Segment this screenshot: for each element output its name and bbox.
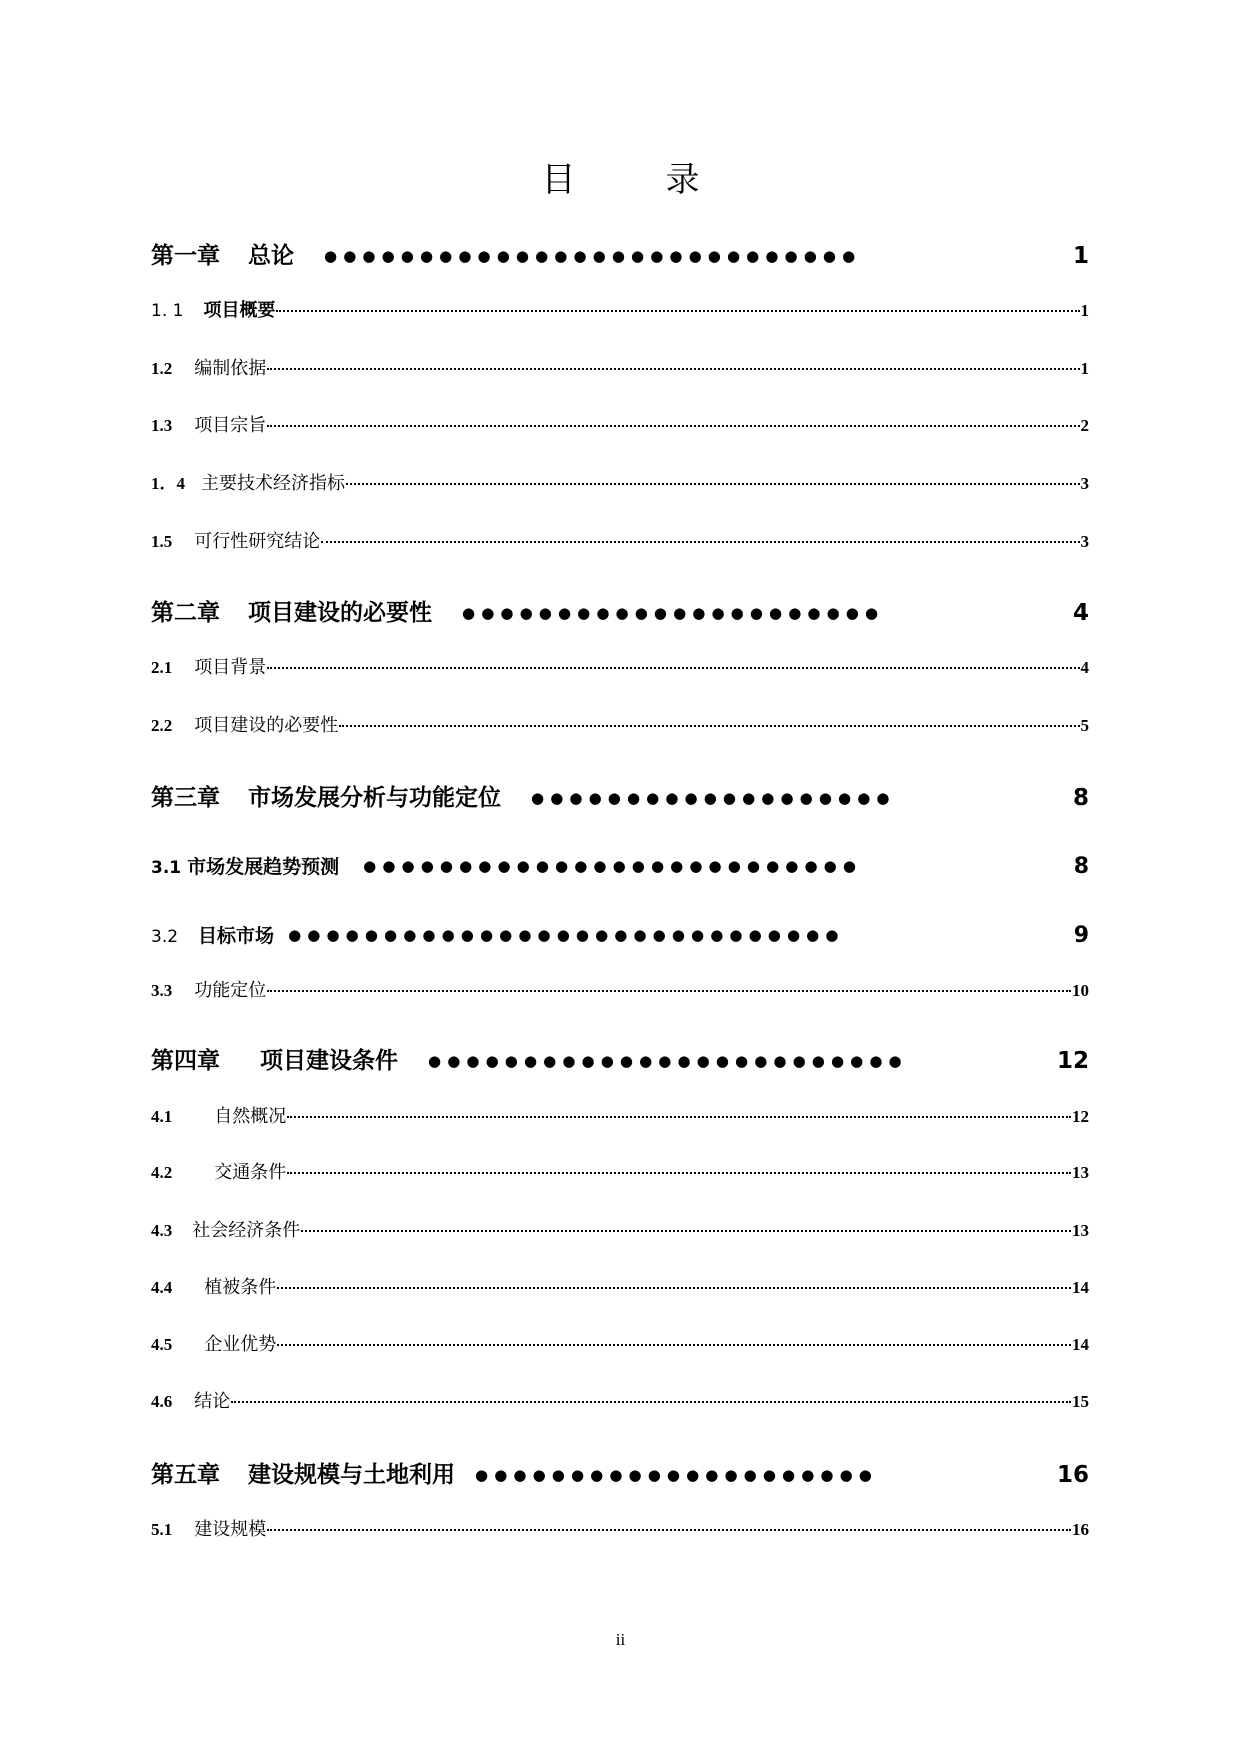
toc-title: 目 录 xyxy=(541,160,728,200)
chapter-title: 市场发展分析与功能定位 xyxy=(248,785,501,811)
section-title: 市场发展趋势预测 xyxy=(187,856,340,878)
bullet-leader: ●●●●●●●●●●●●●●●●●●●●●●●●● xyxy=(428,1052,908,1070)
bullet-leader: ●●●●●●●●●●●●●●●●●●●●●●●●●●●● xyxy=(324,247,862,265)
dotted-leader xyxy=(267,424,1079,427)
toc-section-1-2[interactable] xyxy=(151,357,1089,381)
dotted-leader xyxy=(267,666,1079,669)
chapter-page-number: 4 xyxy=(1072,600,1089,626)
section-page-number: 1 xyxy=(1080,359,1089,378)
toc-section-4-3[interactable] xyxy=(151,1219,1089,1243)
section-number: 4.1 xyxy=(151,1107,173,1126)
bullet-leader: ●●●●●●●●●●●●●●●●●●●●●●●●●●●●● xyxy=(288,926,845,944)
dotted-leader xyxy=(231,1400,1071,1403)
section-page-number: 9 xyxy=(1073,923,1089,948)
section-number: 4.3 xyxy=(151,1221,173,1240)
chapter-title: 项目建设条件 xyxy=(260,1048,398,1074)
dotted-leader xyxy=(267,989,1071,992)
chapter-page-number: 12 xyxy=(1056,1048,1089,1074)
toc-section-1-5[interactable] xyxy=(151,530,1089,554)
section-page-number: 14 xyxy=(1072,1335,1089,1354)
chapter-page-number: 8 xyxy=(1072,785,1089,811)
section-number: 4.6 xyxy=(151,1392,173,1411)
dotted-leader xyxy=(321,540,1079,543)
toc-section-3-1[interactable] xyxy=(151,854,1089,881)
toc-section-4-4[interactable] xyxy=(151,1276,1089,1300)
section-page-number: 3 xyxy=(1080,532,1089,551)
toc-chapter-3[interactable] xyxy=(151,783,1089,815)
toc-section-3-3[interactable] xyxy=(151,979,1089,1003)
page-number-footer: ii xyxy=(615,1630,626,1649)
section-number: 4.5 xyxy=(151,1335,173,1354)
toc-section-4-5[interactable] xyxy=(151,1333,1089,1357)
bullet-leader: ●●●●●●●●●●●●●●●●●●●●● xyxy=(475,1466,878,1484)
section-number: 3.1 xyxy=(151,858,182,878)
section-page-number: 3 xyxy=(1080,474,1089,493)
section-page-number: 16 xyxy=(1072,1520,1089,1539)
section-title: 自然概况 xyxy=(214,1106,287,1127)
chapter-label: 第四章 xyxy=(151,1048,220,1074)
dotted-leader xyxy=(301,1229,1071,1232)
section-number: 1.2 xyxy=(151,359,173,378)
toc-section-4-2[interactable] xyxy=(151,1161,1089,1185)
section-number: 2.1 xyxy=(151,658,173,677)
section-title: 目标市场 xyxy=(198,925,275,947)
bullet-leader: ●●●●●●●●●●●●●●●●●●● xyxy=(531,789,896,807)
section-title: 植被条件 xyxy=(204,1277,277,1298)
section-number: 1.3 xyxy=(151,416,173,435)
toc-section-1-4[interactable] xyxy=(151,472,1089,496)
chapter-label: 第五章 xyxy=(151,1462,220,1488)
section-title: 主要技术经济指标 xyxy=(201,473,345,494)
toc-section-4-6[interactable] xyxy=(151,1390,1089,1414)
section-page-number: 15 xyxy=(1072,1392,1089,1411)
toc-section-3-2[interactable] xyxy=(151,923,1089,950)
section-page-number: 13 xyxy=(1072,1163,1089,1182)
toc-section-1-3[interactable] xyxy=(151,414,1089,438)
section-number: 4.4 xyxy=(151,1278,173,1297)
dotted-leader xyxy=(287,1171,1071,1174)
chapter-page-number: 1 xyxy=(1072,243,1089,269)
toc-section-1-1[interactable] xyxy=(151,299,1089,323)
section-page-number: 10 xyxy=(1072,981,1089,1000)
section-title: 交通条件 xyxy=(214,1162,287,1183)
dotted-leader xyxy=(267,1528,1071,1531)
toc-section-4-1[interactable] xyxy=(151,1105,1089,1129)
dotted-leader xyxy=(346,482,1080,485)
section-title: 社会经济条件 xyxy=(192,1220,301,1241)
chapter-title: 项目建设的必要性 xyxy=(248,600,432,626)
bullet-leader: ●●●●●●●●●●●●●●●●●●●●●● xyxy=(462,604,885,622)
dotted-leader xyxy=(267,367,1079,370)
section-title: 企业优势 xyxy=(204,1334,277,1355)
section-page-number: 13 xyxy=(1072,1221,1089,1240)
dotted-leader xyxy=(277,1286,1071,1289)
toc-chapter-2[interactable] xyxy=(151,598,1089,630)
section-title: 项目建设的必要性 xyxy=(194,715,339,736)
dotted-leader xyxy=(339,724,1079,727)
section-title: 项目宗旨 xyxy=(194,415,267,436)
section-page-number: 12 xyxy=(1072,1107,1089,1126)
toc-chapter-5[interactable] xyxy=(151,1460,1089,1492)
toc-section-2-2[interactable] xyxy=(151,714,1089,738)
chapter-title: 总论 xyxy=(248,243,294,269)
section-number: 2.2 xyxy=(151,716,173,735)
section-page-number: 1 xyxy=(1080,301,1089,320)
chapter-label: 第三章 xyxy=(151,785,220,811)
section-number: 3.3 xyxy=(151,981,173,1000)
section-title: 可行性研究结论 xyxy=(194,531,321,552)
toc-chapter-4[interactable] xyxy=(151,1046,1089,1078)
section-title: 项目背景 xyxy=(194,657,267,678)
section-title: 功能定位 xyxy=(194,980,267,1001)
section-number: 5.1 xyxy=(151,1520,173,1539)
section-page-number: 5 xyxy=(1080,716,1089,735)
section-number: 1.5 xyxy=(151,532,173,551)
dotted-leader xyxy=(287,1115,1071,1118)
section-number: 1. 1 xyxy=(151,301,184,321)
chapter-page-number: 16 xyxy=(1056,1462,1089,1488)
dotted-leader xyxy=(276,309,1079,312)
section-number: 1．4 xyxy=(151,474,185,493)
section-number: 4.2 xyxy=(151,1163,173,1182)
section-page-number: 4 xyxy=(1080,658,1089,677)
toc-section-5-1[interactable] xyxy=(151,1518,1089,1542)
toc-section-2-1[interactable] xyxy=(151,656,1089,680)
section-page-number: 8 xyxy=(1073,854,1089,879)
section-title: 编制依据 xyxy=(194,358,267,379)
bullet-leader: ●●●●●●●●●●●●●●●●●●●●●●●●●● xyxy=(363,857,863,875)
section-page-number: 2 xyxy=(1080,416,1089,435)
chapter-label: 第一章 xyxy=(151,243,220,269)
section-page-number: 14 xyxy=(1072,1278,1089,1297)
section-title: 建设规模 xyxy=(194,1519,267,1540)
section-title: 结论 xyxy=(194,1391,231,1412)
toc-chapter-1[interactable] xyxy=(151,241,1089,273)
chapter-label: 第二章 xyxy=(151,600,220,626)
section-number: 3.2 xyxy=(151,927,179,947)
chapter-title: 建设规模与土地利用 xyxy=(248,1462,455,1488)
section-title: 项目概要 xyxy=(203,300,276,321)
dotted-leader xyxy=(277,1343,1071,1346)
